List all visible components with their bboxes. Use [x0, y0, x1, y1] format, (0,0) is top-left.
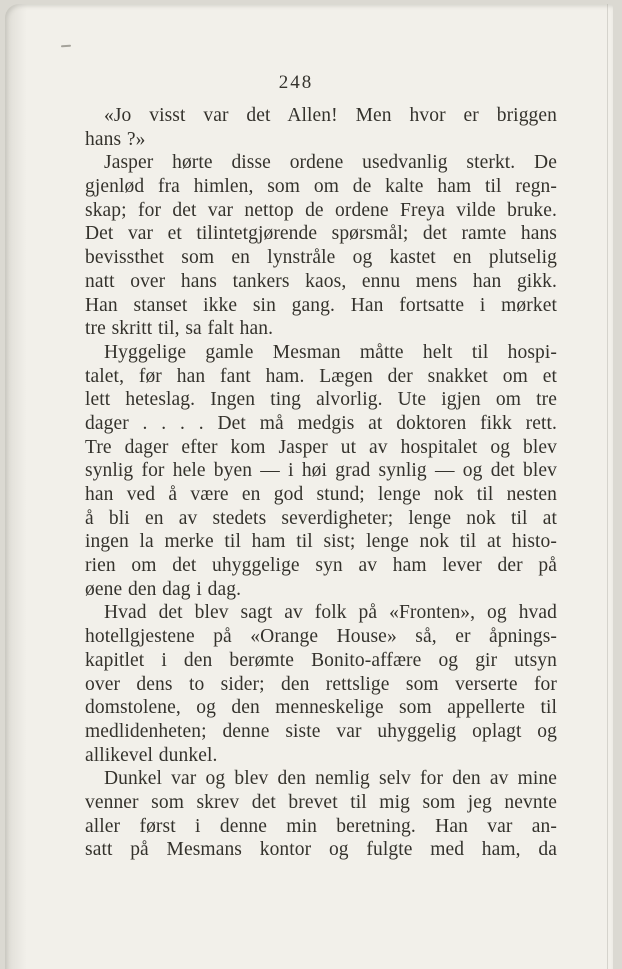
text-line: venner som skrev det brevet til mig som jeg nevnte	[85, 791, 557, 813]
text-line: lett heteslag. Ingen ting alvorlig. Ute igjen om tre	[85, 389, 557, 411]
text-line: talet, før han fant ham. Lægen der snakket om et	[85, 365, 557, 387]
text-line: gjenlød fra himlen, som om de kalte ham til regn-	[85, 176, 557, 198]
text-line: ingen la merke til ham til sist; lenge nok til at histo-	[85, 531, 557, 553]
page-edge-line	[607, 4, 608, 969]
text-line: rien om det uhyggelige syn av ham lever der på	[85, 555, 557, 577]
text-line: Hvad det blev sagt av folk på «Fronten», og hvad	[104, 602, 557, 624]
text-line: tre skritt til, sa falt han.	[85, 318, 274, 340]
text-line: Dunkel var og blev den nemlig selv for den av mine	[104, 768, 557, 790]
text-line: øene den dag i dag.	[85, 578, 242, 600]
text-line: dager . . . . Det må medgis at doktoren fikk rett.	[85, 412, 557, 434]
page-gutter-shade	[5, 4, 27, 969]
text-line: skap; for det var nettop de ordene Freya vilde bruke.	[85, 199, 557, 221]
text-line: satt på Mesmans kontor og fulgte med ham, da	[85, 839, 557, 861]
text-line: Tre dager efter kom Jasper ut av hospitalet og blev	[85, 436, 557, 458]
text-line: over dens to sider; den rettslige som verserte for	[85, 673, 557, 695]
text-line: synlig for hele byen — i høi grad synlig — og det blev	[85, 460, 557, 482]
text-line: natt over hans tankers kaos, ennu mens han gikk.	[85, 270, 557, 292]
text-line: domstolene, og den menneskelige som appellerte til	[85, 697, 557, 719]
page-number: 248	[278, 72, 314, 93]
stray-ink-mark	[61, 45, 71, 48]
text-line: allikevel dunkel.	[85, 744, 218, 766]
text-line: Det var et tilintetgjørende spørsmål; det ramte hans	[85, 223, 557, 245]
text-line: kapitlet i den berømte Bonito-affære og gir utsyn	[85, 649, 557, 671]
text-line: hans ?»	[85, 128, 146, 150]
page-paper	[5, 4, 613, 969]
text-line: Han stanset ikke sin gang. Han fortsatte i mørket	[85, 294, 557, 316]
text-line: han ved å være en god stund; lenge nok til nesten	[85, 484, 557, 505]
text-line: «Jo visst var det Allen! Men hvor er briggen	[104, 105, 557, 126]
text-line: hotellgjestene på «Orange House» så, er åpnings-	[85, 626, 557, 648]
body-text	[85, 104, 557, 862]
text-line: bevissthet som en lynstråle og kastet en plutselig	[85, 247, 557, 269]
text-line: aller først i denne min beretning. Han var an-	[85, 815, 557, 837]
text-line: Jasper hørte disse ordene usedvanlig sterkt. De	[104, 152, 557, 174]
text-line: Hyggelige gamle Mesman måtte helt til hospi-	[104, 341, 557, 363]
text-line: medlidenheten; denne siste var uhyggelig oplagt og	[85, 720, 557, 742]
text-line: å bli en av stedets severdigheter; lenge nok til at	[85, 507, 557, 529]
